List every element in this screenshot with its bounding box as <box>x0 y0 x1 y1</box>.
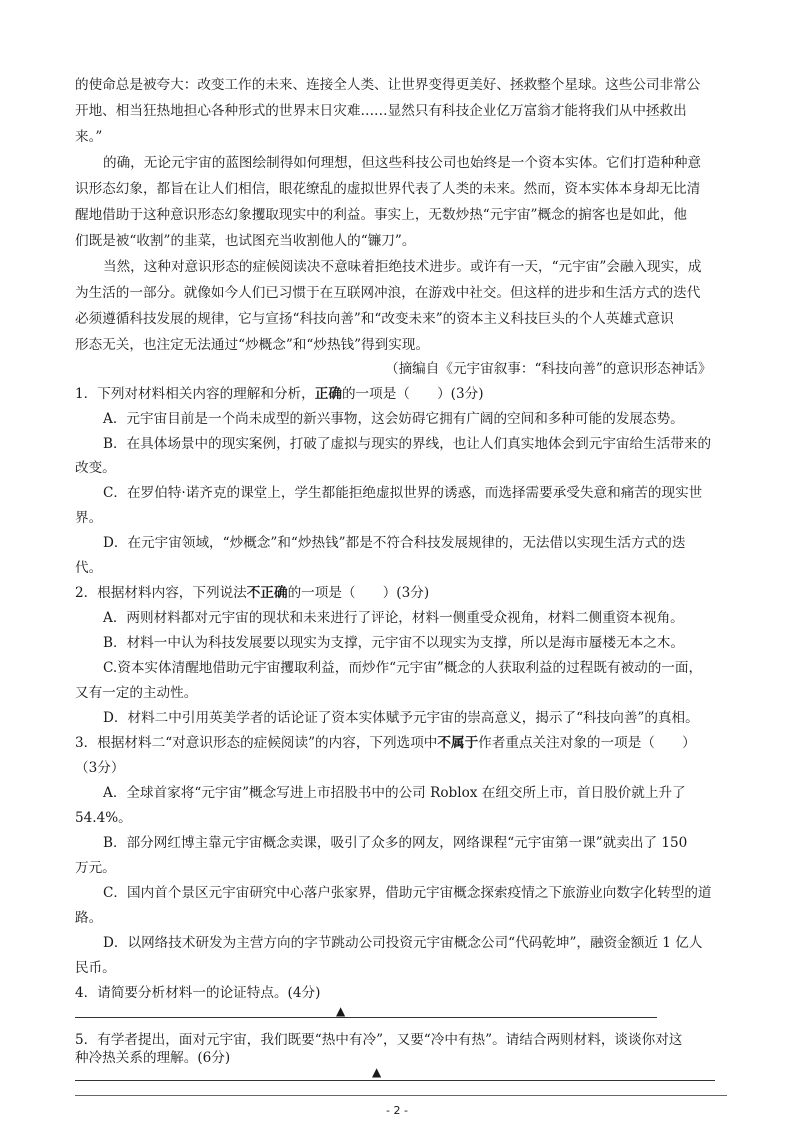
passage-line: 识形态幻象，都旨在让人们相信，眼花缭乱的虚拟世界代表了人类的未来。然而，资本实体本身却无比清 <box>75 181 701 197</box>
question-1-option-d-cont: 代。 <box>75 560 103 576</box>
passage-line: 开地、相当狂热地担心各种形式的世界末日灾难……显然只有科技企业亿万富翁才能将我们从中拯救出 <box>75 103 687 119</box>
footer-divider <box>75 1095 727 1096</box>
passage-line: 的使命总是被夸大：改变工作的未来、连接全人类、让世界变得更美好、拯救整个星球。这些公司非常公 <box>75 77 701 93</box>
question-3-stem: 3．根据材料二“对意识形态的症候阅读”的内容，下列选项中不属于作者重点关注对象的一项是（ ） <box>75 735 696 751</box>
passage-line: 醒地借助于这种意识形态幻象攫取现实中的利益。事实上，无数炒热“元宇宙”概念的掮客也是如此，他 <box>75 207 688 223</box>
answer-marker-triangle-icon: ▲ <box>372 1065 382 1079</box>
question-3-option-d-cont: 民币。 <box>75 960 116 976</box>
passage-line: 形态无关，也注定无法通过“炒概念”和“炒热钱”得到实现。 <box>75 337 430 353</box>
question-3-option-c-cont: 路。 <box>75 910 103 926</box>
question-3-option-b-cont: 万元。 <box>75 860 116 876</box>
question-2-option-b: B．材料一中认为科技发展要以现实为支撑，元宇宙不以现实为支撑，所以是海市蜃楼无本之木。 <box>103 635 684 651</box>
passage-line: 必须遵循科技发展的规律，它与宣扬“科技向善”和“改变未来”的资本主义科技巨头的个人英雄式意识 <box>75 311 674 327</box>
question-3-score: （3分） <box>75 760 125 776</box>
question-5-stem: 5．有学者提出，面对元宇宙，我们既要“热中有冷”，又要“冷中有热”。请结合两则材料，谈谈你对这 <box>75 1032 683 1048</box>
answer-marker-triangle-icon: ▲ <box>336 1004 346 1018</box>
question-3-option-c: C．国内首个景区元宇宙研究中心落户张家界，借助元宇宙概念探索疫情之下旅游业向数字化转型的道 <box>103 885 712 901</box>
question-3-option-d: D．以网络技术研发为主营方向的字节跳动公司投资元宇宙概念公司“代码乾坤”，融资金额近 1 亿人 <box>103 935 703 951</box>
passage-line: 的确，无论元宇宙的蓝图绘制得如何理想，但这些科技公司也始终是一个资本实体。它们打造种种意 <box>103 155 702 171</box>
question-1-option-a: A．元宇宙目前是一个尚未成型的新兴事物，这会妨碍它拥有广阔的空间和多种可能的发展态势。 <box>103 411 684 427</box>
question-1-option-b: B．在具体场景中的现实案例，打破了虚拟与现实的界线，也让人们真实地体会到元宇宙给生活带来的 <box>103 436 712 452</box>
answer-line-q4 <box>75 1017 657 1018</box>
question-1-option-d: D．在元宇宙领域，“炒概念”和“炒热钱”都是不符合科技发展规律的，无法借以实现生活方式的迭 <box>103 535 686 551</box>
question-2-stem: 2．根据材料内容，下列说法不正确的一项是（ ）(3分) <box>75 585 430 601</box>
question-5-stem-cont: 种冷热关系的理解。(6分) <box>75 1050 231 1066</box>
question-1-option-b-cont: 改变。 <box>75 460 116 476</box>
question-3-option-a: A．全球首家将“元宇宙”概念写进上市招股书中的公司 Roblox 在纽交所上市，首日股价就上升了 <box>103 785 686 801</box>
question-3-option-b: B．部分网红博主靠元宇宙概念卖课，吸引了众多的网友，网络课程“元宇宙第一课”就卖出了 150 <box>103 835 688 851</box>
passage-line: 为生活的一部分。就像如今人们已习惯于在互联网冲浪，在游戏中社交。但这样的进步和生活方式的迭代 <box>75 285 701 301</box>
question-1-option-c-cont: 界。 <box>75 510 103 526</box>
page-number: - 2 - <box>386 1104 408 1117</box>
question-1-stem: 1．下列对材料相关内容的理解和分析，正确的一项是（ ）(3分) <box>75 386 484 402</box>
question-2-option-c: C.资本实体清醒地借助元宇宙攫取利益，而炒作“元宇宙”概念的人获取利益的过程既有被动的一面， <box>103 660 703 676</box>
answer-line-q5 <box>75 1080 715 1081</box>
passage-source: （摘编自《元宇宙叙事：“科技向善”的意识形态神话》 <box>385 361 712 377</box>
passage-line: 来。” <box>75 129 103 145</box>
passage-line: 当然，这种对意识形态的症候阅读决不意味着拒绝技术进步。或许有一天，“元宇宙”会融入现实，成 <box>103 259 702 275</box>
question-2-option-a: A．两则材料都对元宇宙的现状和未来进行了评论，材料一侧重受众视角，材料二侧重资本视角。 <box>103 610 684 626</box>
question-1-option-c: C．在罗伯特·诺齐克的课堂上，学生都能拒绝虚拟世界的诱惑，而选择需要承受失意和痛苦的现实世 <box>103 485 703 501</box>
question-4-stem: 4．请简要分析材料一的论证特点。(4分) <box>75 985 321 1001</box>
question-2-option-d: D．材料二中引用英美学者的话论证了资本实体赋予元宇宙的崇高意义，揭示了“科技向善”的真相。 <box>103 710 699 726</box>
passage-line: 们既是被“收割”的韭菜，也试图充当收割他人的“镰刀”。 <box>75 233 416 249</box>
question-2-option-c-cont: 又有一定的主动性。 <box>75 685 198 701</box>
question-3-option-a-cont: 54.4%。 <box>75 810 132 826</box>
